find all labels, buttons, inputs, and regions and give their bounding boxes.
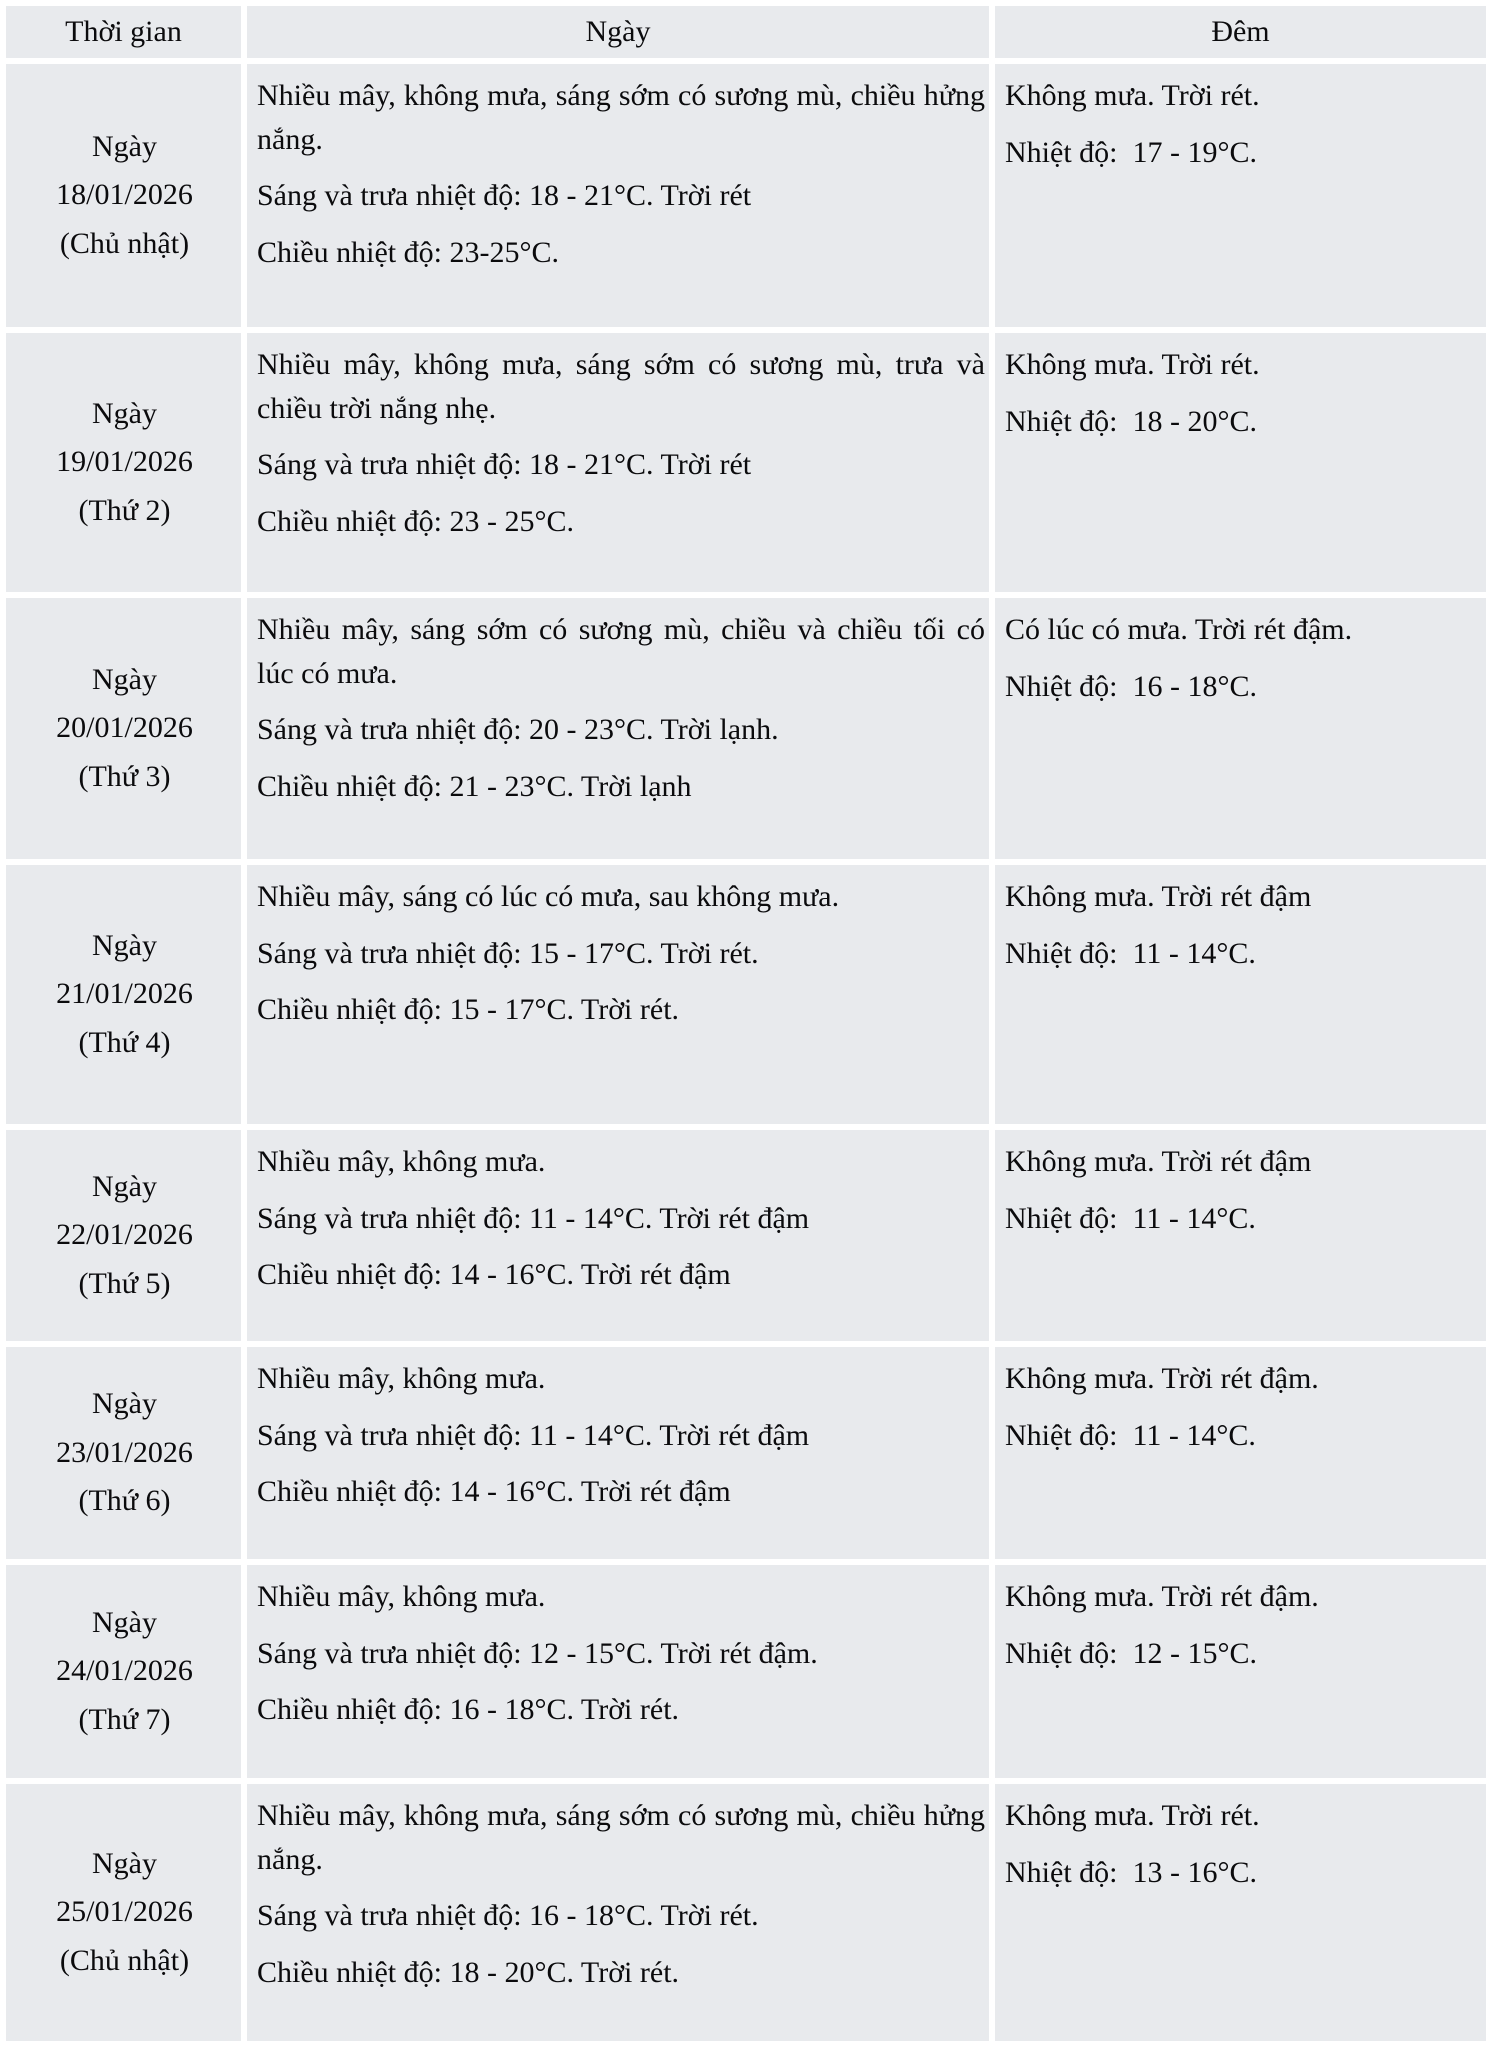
night-temp: Nhiệt độ: 12 - 15°C. [1005, 1636, 1257, 1670]
date-prefix: Ngày [92, 1605, 157, 1639]
header-time: Thời gian [6, 6, 241, 58]
night-temp: Nhiệt độ: 11 - 14°C. [1005, 936, 1256, 970]
night-temp: Nhiệt độ: 13 - 16°C. [1005, 1855, 1257, 1889]
date-prefix: Ngày [92, 662, 157, 696]
night-forecast-cell [995, 333, 1486, 592]
night-temp: Nhiệt độ: 16 - 18°C. [1005, 669, 1257, 703]
day-afternoon-temp: Chiều nhiệt độ: 14 - 16°C. Trời rét đậm [257, 1258, 731, 1291]
header-row [6, 6, 1486, 58]
date-value: 25/01/2026 [56, 1895, 193, 1929]
day-summary: Nhiều mây, không mưa, sáng sớm có sương mù, chiều hửng nắng. [257, 1799, 985, 1876]
night-summary: Không mưa. Trời rét đậm. [1005, 1362, 1319, 1395]
date-cell [6, 64, 241, 327]
day-forecast-cell [247, 64, 989, 327]
date-cell [6, 1347, 241, 1559]
night-forecast-cell [995, 1784, 1486, 2041]
day-summary: Nhiều mây, không mưa, sáng sớm có sương mù, chiều hửng nắng. [257, 79, 985, 156]
day-morning-temp: Sáng và trưa nhiệt độ: 18 - 21°C. Trời rét [257, 179, 752, 212]
day-afternoon-temp: Chiều nhiệt độ: 21 - 23°C. Trời lạnh [257, 769, 692, 803]
date-value: 23/01/2026 [56, 1435, 193, 1469]
day-afternoon-temp: Chiều nhiệt độ: 18 - 20°C. Trời rét. [257, 1955, 680, 1989]
day-morning-temp: Sáng và trưa nhiệt độ: 18 - 21°C. Trời rét [257, 448, 752, 481]
date-cell [6, 333, 241, 592]
date-cell [6, 1130, 241, 1341]
day-afternoon-temp: Chiều nhiệt độ: 14 - 16°C. Trời rét đậm [257, 1475, 731, 1508]
table-row [6, 865, 1486, 1124]
day-afternoon-temp: Chiều nhiệt độ: 15 - 17°C. Trời rét. [257, 993, 680, 1026]
date-value: 21/01/2026 [56, 977, 193, 1011]
table-row [6, 1130, 1486, 1341]
night-forecast-cell [995, 1130, 1486, 1341]
day-summary: Nhiều mây, không mưa. [257, 1145, 546, 1178]
date-weekday: (Thứ 3) [78, 759, 171, 793]
table-row [6, 333, 1486, 592]
day-forecast-cell [247, 1130, 989, 1341]
night-summary: Không mưa. Trời rét đậm. [1005, 1580, 1319, 1613]
date-cell [6, 865, 241, 1124]
day-forecast-cell [247, 1784, 989, 2041]
header-day: Ngày [247, 6, 989, 58]
date-weekday: (Thứ 7) [78, 1702, 171, 1736]
table-row [6, 64, 1486, 327]
day-forecast-cell [247, 598, 989, 859]
date-value: 22/01/2026 [56, 1218, 193, 1252]
date-prefix: Ngày [92, 129, 157, 163]
date-prefix: Ngày [92, 1169, 157, 1203]
day-forecast-cell [247, 1565, 989, 1778]
day-afternoon-temp: Chiều nhiệt độ: 16 - 18°C. Trời rét. [257, 1693, 680, 1726]
night-temp: Nhiệt độ: 11 - 14°C. [1005, 1201, 1256, 1235]
night-summary: Không mưa. Trời rét đậm [1005, 880, 1312, 913]
day-summary: Nhiều mây, sáng sớm có sương mù, chiều và chiều tối có lúc có mưa. [257, 613, 985, 690]
day-summary: Nhiều mây, không mưa, sáng sớm có sương mù, trưa và chiều trời nắng nhẹ. [257, 348, 985, 425]
day-forecast-cell [247, 1347, 989, 1559]
date-value: 19/01/2026 [56, 445, 193, 479]
date-weekday: (Thứ 4) [78, 1025, 171, 1059]
night-forecast-cell [995, 598, 1486, 859]
date-prefix: Ngày [92, 928, 157, 962]
day-morning-temp: Sáng và trưa nhiệt độ: 20 - 23°C. Trời lạnh. [257, 713, 779, 746]
day-morning-temp: Sáng và trưa nhiệt độ: 11 - 14°C. Trời rét đậm [257, 1201, 810, 1235]
day-morning-temp: Sáng và trưa nhiệt độ: 16 - 18°C. Trời rét. [257, 1899, 759, 1932]
night-temp: Nhiệt độ: 11 - 14°C. [1005, 1418, 1256, 1452]
date-cell [6, 598, 241, 859]
date-weekday: (Thứ 5) [78, 1266, 171, 1300]
date-weekday: (Chủ nhật) [59, 226, 190, 260]
night-temp: Nhiệt độ: 18 - 20°C. [1005, 404, 1257, 438]
date-cell [6, 1784, 241, 2041]
date-value: 24/01/2026 [56, 1654, 193, 1688]
night-summary: Không mưa. Trời rét. [1005, 348, 1260, 381]
night-forecast-cell [995, 1565, 1486, 1778]
night-forecast-cell [995, 1347, 1486, 1559]
day-afternoon-temp: Chiều nhiệt độ: 23 - 25°C. [257, 504, 574, 538]
date-prefix: Ngày [92, 1846, 157, 1880]
date-value: 20/01/2026 [56, 711, 193, 745]
date-weekday: (Chủ nhật) [59, 1943, 190, 1977]
night-summary: Không mưa. Trời rét đậm [1005, 1145, 1312, 1178]
day-morning-temp: Sáng và trưa nhiệt độ: 15 - 17°C. Trời rét. [257, 936, 759, 970]
day-summary: Nhiều mây, không mưa. [257, 1580, 546, 1613]
date-value: 18/01/2026 [56, 178, 193, 212]
day-summary: Nhiều mây, sáng có lúc có mưa, sau không mưa. [257, 880, 840, 913]
table-row [6, 598, 1486, 859]
date-prefix: Ngày [92, 396, 157, 430]
day-forecast-cell [247, 333, 989, 592]
night-forecast-cell [995, 865, 1486, 1124]
night-summary: Không mưa. Trời rét. [1005, 79, 1260, 112]
table-row [6, 1784, 1486, 2041]
day-forecast-cell [247, 865, 989, 1124]
date-weekday: (Thứ 2) [78, 493, 171, 527]
header-night: Đêm [995, 6, 1486, 58]
day-morning-temp: Sáng và trưa nhiệt độ: 11 - 14°C. Trời rét đậm [257, 1418, 810, 1452]
night-forecast-cell [995, 64, 1486, 327]
date-prefix: Ngày [92, 1387, 157, 1421]
date-cell [6, 1565, 241, 1778]
table-row [6, 1565, 1486, 1778]
day-morning-temp: Sáng và trưa nhiệt độ: 12 - 15°C. Trời rét đậm. [257, 1636, 818, 1670]
night-summary: Có lúc có mưa. Trời rét đậm. [1005, 613, 1353, 646]
day-summary: Nhiều mây, không mưa. [257, 1362, 546, 1395]
night-summary: Không mưa. Trời rét. [1005, 1799, 1260, 1832]
day-afternoon-temp: Chiều nhiệt độ: 23-25°C. [257, 235, 559, 269]
date-weekday: (Thứ 6) [78, 1484, 171, 1518]
night-temp: Nhiệt độ: 17 - 19°C. [1005, 135, 1257, 169]
table-row [6, 1347, 1486, 1559]
